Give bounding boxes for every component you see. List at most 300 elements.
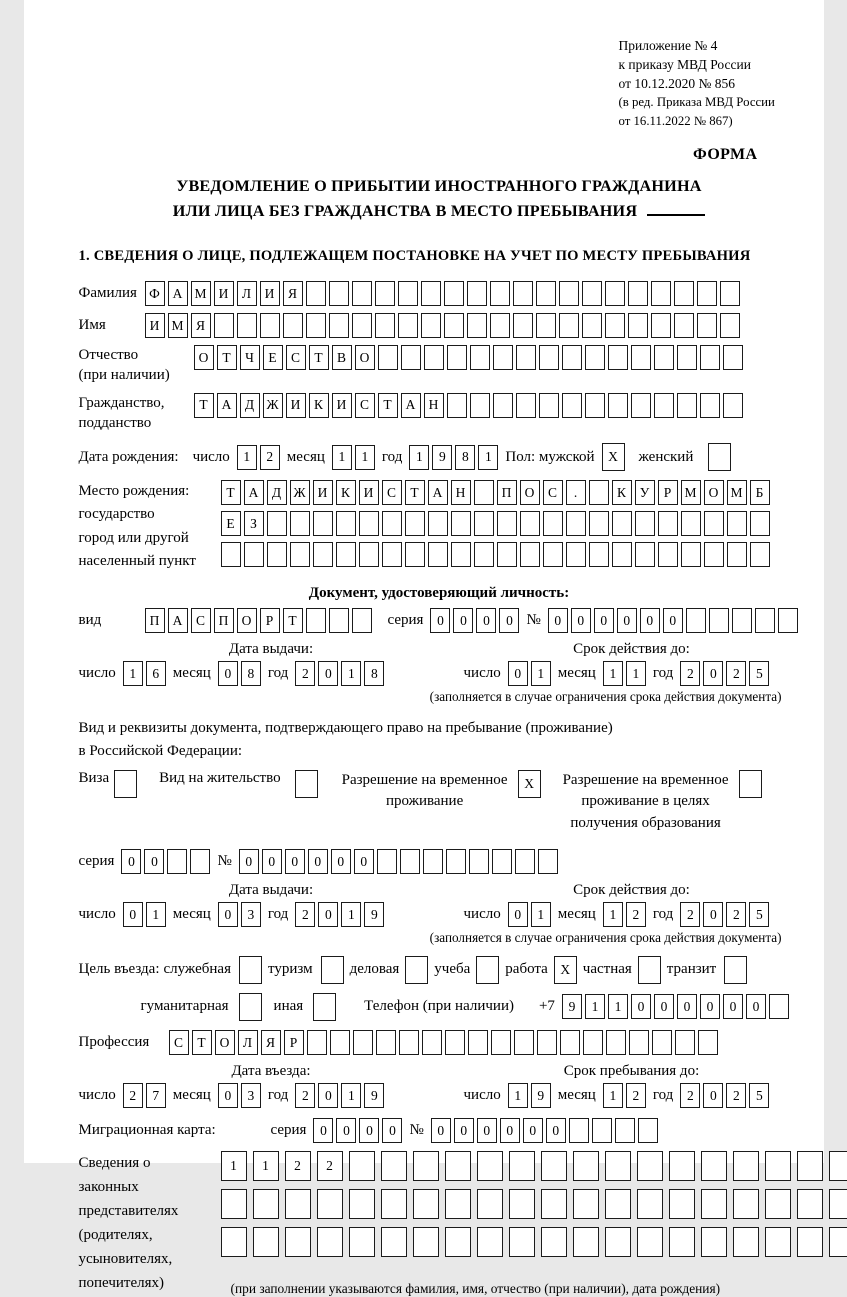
char-cell: 1	[341, 1083, 361, 1108]
char-cell	[704, 542, 724, 567]
char-cell: 0	[631, 994, 651, 1019]
entry-day	[123, 1083, 166, 1108]
form-title-line2: ИЛИ ЛИЦА БЕЗ ГРАЖДАНСТВА В МЕСТО ПРЕБЫВАНИЯ	[79, 199, 800, 224]
char-cell	[750, 542, 770, 567]
char-cell	[573, 1151, 599, 1181]
char-cell	[285, 1227, 311, 1257]
char-cell	[701, 1151, 727, 1181]
visit-purpose-row2	[141, 993, 800, 1021]
representatives-cells	[221, 1151, 847, 1297]
char-cell: 0	[723, 994, 743, 1019]
char-cell: 0	[144, 849, 164, 874]
char-cell: И	[145, 313, 165, 338]
other-checkbox	[313, 993, 336, 1021]
char-cell	[727, 511, 747, 536]
char-cell	[493, 393, 513, 418]
month-label: месяц	[558, 1087, 596, 1104]
char-cell: 1	[508, 1083, 528, 1108]
representatives-row	[79, 1151, 800, 1297]
char-cell	[629, 1030, 649, 1055]
stay-series-label: серия	[79, 853, 115, 870]
char-cell	[313, 511, 333, 536]
day-label: число	[79, 665, 116, 682]
char-cell	[727, 542, 747, 567]
char-cell: С	[169, 1030, 189, 1055]
char-cell: Я	[191, 313, 211, 338]
char-cell: Т	[194, 393, 214, 418]
char-cell	[267, 511, 287, 536]
char-cell: Е	[221, 511, 241, 536]
title-blank-line	[647, 214, 705, 216]
char-cell	[569, 1118, 589, 1143]
surname-cells	[145, 281, 740, 306]
char-cell	[562, 345, 582, 370]
char-cell	[635, 542, 655, 567]
char-cell: 0	[477, 1118, 497, 1143]
char-cell: О	[520, 480, 540, 505]
stay-until-day	[508, 1083, 551, 1108]
stay-doc-options	[79, 770, 800, 835]
char-cell	[681, 542, 701, 567]
private-checkbox	[638, 956, 661, 984]
char-cell	[509, 1227, 535, 1257]
char-cell: 2	[123, 1083, 143, 1108]
char-cell	[541, 1189, 567, 1219]
section1-header: 1. СВЕДЕНИЯ О ЛИЦЕ, ПОДЛЕЖАЩЕМ ПОСТАНОВКЕ НА УЧЕТ ПО МЕСТУ ПРЕБЫВАНИЯ	[79, 248, 800, 265]
entry-month	[218, 1083, 261, 1108]
char-cell: М	[727, 480, 747, 505]
char-cell	[382, 511, 402, 536]
char-cell: 0	[318, 1083, 338, 1108]
char-cell	[755, 608, 775, 633]
purpose-humanitarian: гуманитарная	[141, 993, 262, 1021]
char-cell	[445, 1227, 471, 1257]
char-cell	[239, 993, 262, 1021]
char-cell: Т	[192, 1030, 212, 1055]
identity-valid-col	[464, 641, 800, 686]
char-cell	[608, 345, 628, 370]
given-name-label: Имя	[79, 315, 145, 335]
stay-series-cells	[121, 849, 210, 874]
char-cell: 2	[680, 661, 700, 686]
char-cell: К	[336, 480, 356, 505]
char-cell	[413, 1151, 439, 1181]
char-cell: 0	[594, 608, 614, 633]
char-cell: М	[681, 480, 701, 505]
char-cell: 0	[523, 1118, 543, 1143]
char-cell	[317, 1227, 343, 1257]
char-cell: 0	[654, 994, 674, 1019]
char-cell: А	[168, 608, 188, 633]
char-cell	[516, 393, 536, 418]
char-cell	[237, 313, 257, 338]
char-cell: 1	[332, 445, 352, 470]
entry-date-heading: Дата въезда:	[79, 1063, 464, 1080]
identity-issue-col	[79, 641, 464, 686]
char-cell: А	[244, 480, 264, 505]
char-cell: 1	[146, 902, 166, 927]
char-cell: 0	[677, 994, 697, 1019]
char-cell	[539, 345, 559, 370]
char-cell: X	[602, 443, 625, 471]
char-cell: 6	[146, 661, 166, 686]
char-cell: 0	[617, 608, 637, 633]
stay-until-month	[603, 1083, 646, 1108]
char-cell	[709, 608, 729, 633]
char-cell	[253, 1227, 279, 1257]
char-cell	[733, 1151, 759, 1181]
char-cell: Т	[217, 345, 237, 370]
char-cell: 0	[431, 1118, 451, 1143]
char-cell	[491, 1030, 511, 1055]
char-cell: 1	[409, 445, 429, 470]
char-cell: К	[612, 480, 632, 505]
patronymic-cells	[194, 345, 743, 370]
char-cell	[516, 345, 536, 370]
identity-issue-month	[218, 661, 261, 686]
char-cell	[562, 393, 582, 418]
char-cell	[637, 1189, 663, 1219]
stay-until-heading: Срок пребывания до:	[464, 1063, 800, 1080]
char-cell	[541, 1151, 567, 1181]
document-page	[24, 0, 824, 1163]
citizenship-row	[79, 393, 800, 434]
char-cell: У	[635, 480, 655, 505]
char-cell: Ж	[290, 480, 310, 505]
char-cell: 0	[262, 849, 282, 874]
entry-date-col	[79, 1063, 464, 1108]
migration-card-label: Миграционная карта:	[79, 1120, 264, 1140]
day-label: число	[464, 1087, 501, 1104]
char-cell: 2	[680, 1083, 700, 1108]
char-cell	[469, 849, 489, 874]
char-cell	[829, 1151, 847, 1181]
char-cell: 2	[295, 902, 315, 927]
stay-doc-intro: Вид и реквизиты документа, подтверждающего право на пребывание (проживание) в Российской Федерации:	[79, 717, 800, 764]
visit-purpose-label: Цель въезда:	[79, 961, 160, 978]
char-cell: С	[286, 345, 306, 370]
char-cell	[330, 1030, 350, 1055]
form-title-line1: УВЕДОМЛЕНИЕ О ПРИБЫТИИ ИНОСТРАННОГО ГРАЖДАНИНА	[79, 174, 800, 199]
char-cell: 2	[680, 902, 700, 927]
char-cell: Н	[451, 480, 471, 505]
char-cell: 2	[626, 902, 646, 927]
char-cell: Б	[750, 480, 770, 505]
char-cell	[681, 511, 701, 536]
char-cell	[114, 770, 137, 798]
char-cell: 0	[218, 902, 238, 927]
char-cell	[697, 313, 717, 338]
char-cell	[285, 1189, 311, 1219]
year-label: год	[268, 1087, 288, 1104]
char-cell	[701, 1227, 727, 1257]
char-cell	[352, 281, 372, 306]
char-cell: Р	[658, 480, 678, 505]
char-cell	[628, 313, 648, 338]
tourism-checkbox	[321, 956, 344, 984]
year-label: год	[382, 449, 402, 466]
char-cell: А	[168, 281, 188, 306]
char-cell	[221, 542, 241, 567]
char-cell: 0	[318, 661, 338, 686]
char-cell	[375, 313, 395, 338]
char-cell	[381, 1151, 407, 1181]
phone-cells	[562, 994, 789, 1019]
char-cell	[739, 770, 762, 798]
char-cell: 0	[285, 849, 305, 874]
purpose-study: учеба	[434, 956, 499, 984]
representatives-note: (при заполнении указываются фамилия, имя, отчество (при наличии), дата рождения)	[231, 1281, 847, 1297]
char-cell: 2	[726, 902, 746, 927]
char-cell: 1	[608, 994, 628, 1019]
char-cell	[307, 1030, 327, 1055]
doc-number-cells	[548, 608, 798, 633]
birth-month-cells	[332, 445, 375, 470]
char-cell: 0	[331, 849, 351, 874]
profession-cells	[169, 1030, 718, 1055]
study-checkbox	[476, 956, 499, 984]
char-cell	[560, 1030, 580, 1055]
humanitarian-checkbox	[239, 993, 262, 1021]
char-cell: 5	[749, 1083, 769, 1108]
birth-place-row1	[221, 480, 770, 505]
char-cell: В	[332, 345, 352, 370]
char-cell	[583, 1030, 603, 1055]
char-cell	[497, 542, 517, 567]
char-cell	[405, 511, 425, 536]
char-cell	[543, 511, 563, 536]
char-cell	[509, 1151, 535, 1181]
char-cell	[669, 1189, 695, 1219]
char-cell: П	[214, 608, 234, 633]
char-cell: О	[355, 345, 375, 370]
stay-issue-month	[218, 902, 261, 927]
identity-doc-row	[79, 608, 800, 633]
char-cell: 0	[508, 661, 528, 686]
char-cell	[582, 281, 602, 306]
char-cell	[290, 511, 310, 536]
char-cell: 0	[546, 1118, 566, 1143]
representatives-row2	[221, 1189, 847, 1219]
char-cell	[732, 608, 752, 633]
char-cell	[606, 1030, 626, 1055]
appendix-block	[619, 36, 800, 130]
char-cell	[413, 1227, 439, 1257]
purpose-business: деловая	[350, 956, 429, 984]
appendix-line: от 16.11.2022 № 867)	[619, 112, 800, 130]
char-cell: 1	[531, 902, 551, 927]
char-cell	[723, 393, 743, 418]
char-cell: Ч	[240, 345, 260, 370]
birth-place-label: Место рождения: государство город или другой населенный пункт	[79, 480, 221, 573]
sex-male-checkbox	[602, 443, 625, 471]
birth-place-row3	[221, 542, 770, 567]
char-cell: 1	[221, 1151, 247, 1181]
char-cell: X	[554, 956, 577, 984]
char-cell	[585, 345, 605, 370]
char-cell	[445, 1030, 465, 1055]
char-cell	[704, 511, 724, 536]
issue-date-heading: Дата выдачи:	[79, 641, 464, 658]
char-cell: О	[194, 345, 214, 370]
validity-note: (заполняется в случае ограничения срока действия документа)	[79, 930, 800, 946]
char-cell: И	[313, 480, 333, 505]
char-cell	[167, 849, 187, 874]
char-cell	[637, 1151, 663, 1181]
phone-prefix: +7	[539, 998, 555, 1015]
char-cell	[470, 393, 490, 418]
char-cell	[283, 313, 303, 338]
month-label: месяц	[287, 449, 325, 466]
char-cell: Н	[424, 393, 444, 418]
char-cell	[359, 542, 379, 567]
migration-series-label: серия	[271, 1122, 307, 1139]
char-cell: Д	[267, 480, 287, 505]
given-name-cells	[145, 313, 740, 338]
char-cell	[490, 313, 510, 338]
char-cell: 1	[531, 661, 551, 686]
char-cell: Я	[283, 281, 303, 306]
char-cell	[422, 1030, 442, 1055]
char-cell	[451, 542, 471, 567]
char-cell	[700, 345, 720, 370]
work-checkbox	[554, 956, 577, 984]
char-cell	[605, 1151, 631, 1181]
char-cell: 0	[359, 1118, 379, 1143]
char-cell: И	[214, 281, 234, 306]
char-cell: 1	[341, 902, 361, 927]
stay-issue-year	[295, 902, 384, 927]
char-cell: 1	[123, 661, 143, 686]
appendix-line: к приказу МВД России	[619, 55, 800, 74]
char-cell: А	[217, 393, 237, 418]
stay-issue-col	[79, 882, 464, 927]
surname-label: Фамилия	[79, 283, 145, 303]
char-cell: К	[309, 393, 329, 418]
char-cell: Я	[261, 1030, 281, 1055]
day-label: число	[464, 906, 501, 923]
char-cell: 0	[218, 1083, 238, 1108]
char-cell	[470, 345, 490, 370]
char-cell	[674, 281, 694, 306]
char-cell	[477, 1189, 503, 1219]
temp-residence-edu-checkbox	[739, 770, 762, 798]
stay-doc-series-row	[79, 849, 800, 874]
char-cell: З	[244, 511, 264, 536]
char-cell	[538, 849, 558, 874]
char-cell: 9	[562, 994, 582, 1019]
stay-until-year	[680, 1083, 769, 1108]
char-cell	[658, 542, 678, 567]
char-cell: 2	[626, 1083, 646, 1108]
doc-series-label: серия	[388, 612, 424, 629]
stay-until-col	[464, 1063, 800, 1108]
char-cell: 3	[241, 902, 261, 927]
option-temp-residence: Разрешение на временное проживание X	[342, 770, 541, 814]
char-cell	[765, 1227, 791, 1257]
char-cell	[797, 1227, 823, 1257]
char-cell	[423, 849, 443, 874]
char-cell: 0	[499, 608, 519, 633]
identity-valid-year	[680, 661, 769, 686]
char-cell: 1	[237, 445, 257, 470]
char-cell: 3	[241, 1083, 261, 1108]
stay-issue-day	[123, 902, 166, 927]
char-cell: Т	[283, 608, 303, 633]
option-residence-permit: Вид на жительство	[159, 770, 317, 798]
char-cell	[765, 1151, 791, 1181]
representatives-row1	[221, 1151, 847, 1181]
birth-date-label: Дата рождения:	[79, 449, 179, 466]
char-cell	[398, 313, 418, 338]
char-cell: 1	[355, 445, 375, 470]
char-cell: 1	[341, 661, 361, 686]
purpose-tourism: туризм	[268, 956, 344, 984]
char-cell	[405, 542, 425, 567]
valid-until-heading: Срок действия до:	[464, 882, 800, 899]
char-cell: Р	[260, 608, 280, 633]
char-cell	[190, 849, 210, 874]
char-cell: 9	[531, 1083, 551, 1108]
char-cell	[477, 1151, 503, 1181]
char-cell	[377, 849, 397, 874]
char-cell	[239, 956, 262, 984]
day-label: число	[79, 906, 116, 923]
char-cell: 8	[241, 661, 261, 686]
char-cell: 1	[585, 994, 605, 1019]
char-cell	[651, 281, 671, 306]
char-cell	[652, 1030, 672, 1055]
birth-year-cells	[409, 445, 498, 470]
char-cell	[708, 443, 731, 471]
char-cell	[476, 956, 499, 984]
char-cell: X	[518, 770, 541, 798]
char-cell	[378, 345, 398, 370]
char-cell: 0	[508, 902, 528, 927]
char-cell	[445, 1189, 471, 1219]
char-cell: С	[191, 608, 211, 633]
char-cell	[349, 1189, 375, 1219]
char-cell: 0	[318, 902, 338, 927]
char-cell	[375, 281, 395, 306]
char-cell: 1	[603, 661, 623, 686]
char-cell: 9	[432, 445, 452, 470]
char-cell	[797, 1189, 823, 1219]
char-cell: Л	[238, 1030, 258, 1055]
migration-card-row	[79, 1118, 800, 1143]
char-cell	[352, 608, 372, 633]
char-cell	[349, 1151, 375, 1181]
char-cell: С	[355, 393, 375, 418]
citizenship-cells	[194, 393, 743, 418]
char-cell: И	[260, 281, 280, 306]
char-cell: Т	[309, 345, 329, 370]
char-cell: 0	[239, 849, 259, 874]
char-cell	[589, 511, 609, 536]
month-label: месяц	[173, 1087, 211, 1104]
char-cell	[638, 1118, 658, 1143]
char-cell	[428, 542, 448, 567]
stay-valid-day	[508, 902, 551, 927]
char-cell	[244, 542, 264, 567]
char-cell	[352, 313, 372, 338]
birth-place-row	[79, 480, 800, 573]
residence-permit-checkbox	[295, 770, 318, 798]
char-cell: 0	[548, 608, 568, 633]
char-cell	[559, 281, 579, 306]
char-cell: 0	[571, 608, 591, 633]
appendix-line: (в ред. Приказа МВД России	[619, 93, 800, 111]
